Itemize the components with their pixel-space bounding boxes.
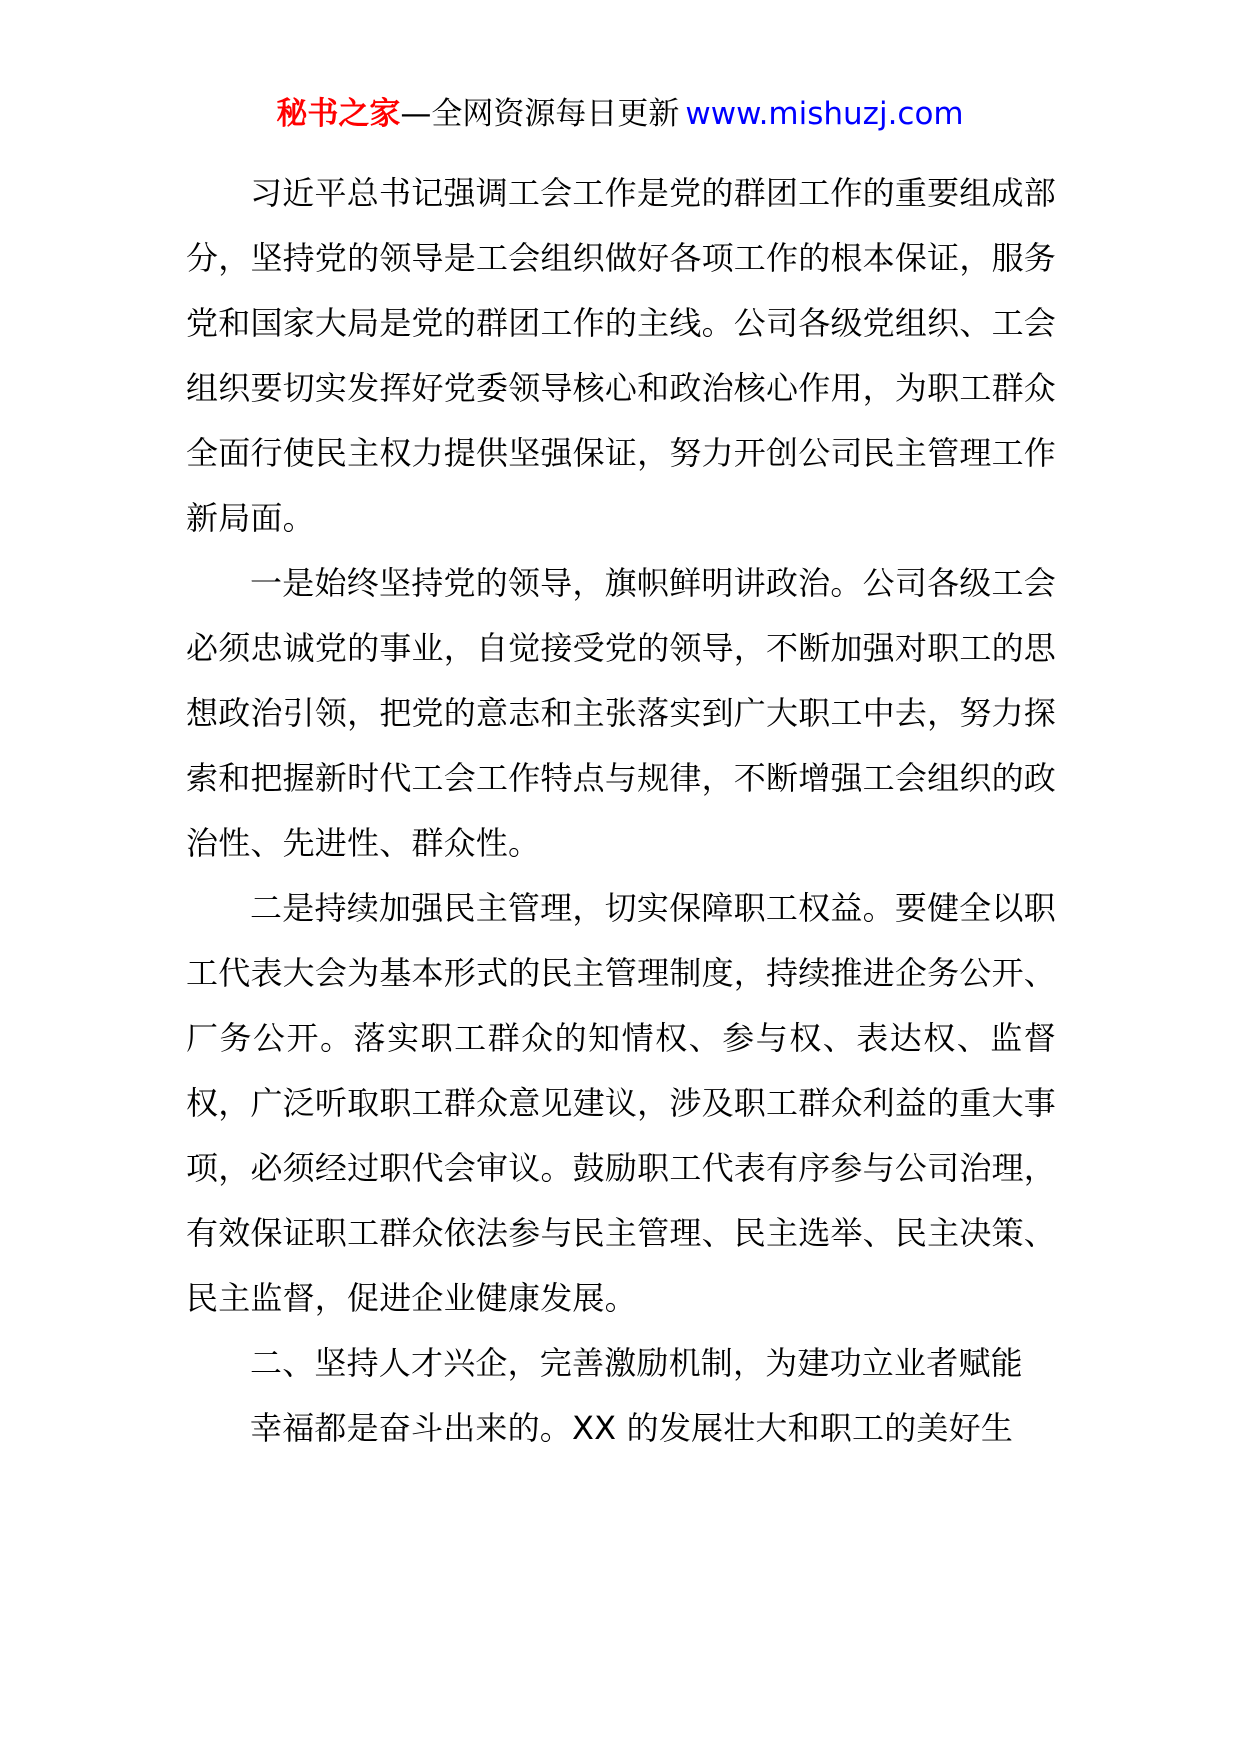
site-url-link[interactable]: www.mishuzj.com	[685, 96, 964, 132]
paragraph-point-one: 一是始终坚持党的领导，旗帜鲜明讲政治。公司各级工会必须忠诚党的事业，自觉接受党的领导，不断加强对职工的思想政治引领，把党的意志和主张落实到广大职工中去，努力探索和把握新时代工会工作特点与规律，不断增强工会组织的政治性、先进性、群众性。	[186, 564, 1056, 862]
paragraph-intro: 习近平总书记强调工会工作是党的群团工作的重要组成部分，坚持党的领导是工会组织做好各项工作的根本保证，服务党和国家大局是党的群团工作的主线。公司各级党组织、工会组织要切实发挥好党委领导核心和政治核心作用，为职工群众全面行使民主权力提供坚强保证，努力开创公司民主管理工作新局面。	[186, 174, 1056, 537]
brand-name: 秘书之家	[276, 96, 401, 132]
section-heading: 二、坚持人才兴企，完善激励机制，为建功立业者赋能	[250, 1344, 1023, 1382]
header-tagline: —全网资源每日更新	[400, 96, 680, 132]
paragraph-point-two: 二是持续加强民主管理，切实保障职工权益。要健全以职工代表大会为基本形式的民主管理制度，持续推进企务公开、厂务公开。落实职工群众的知情权、参与权、表达权、监督权，广泛听取职工群众意见建议，涉及职工群众利益的重大事项，必须经过职代会审议。鼓励职工代表有序参与公司治理，有效保证职工群众依法参与民主管理、民主选举、民主决策、民主监督，促进企业健康发展。	[186, 889, 1056, 1317]
page-header	[0, 92, 1240, 136]
paragraph-section-start: 幸福都是奋斗出来的。XX 的发展壮大和职工的美好生	[250, 1409, 1014, 1447]
document-body	[186, 161, 1056, 1461]
